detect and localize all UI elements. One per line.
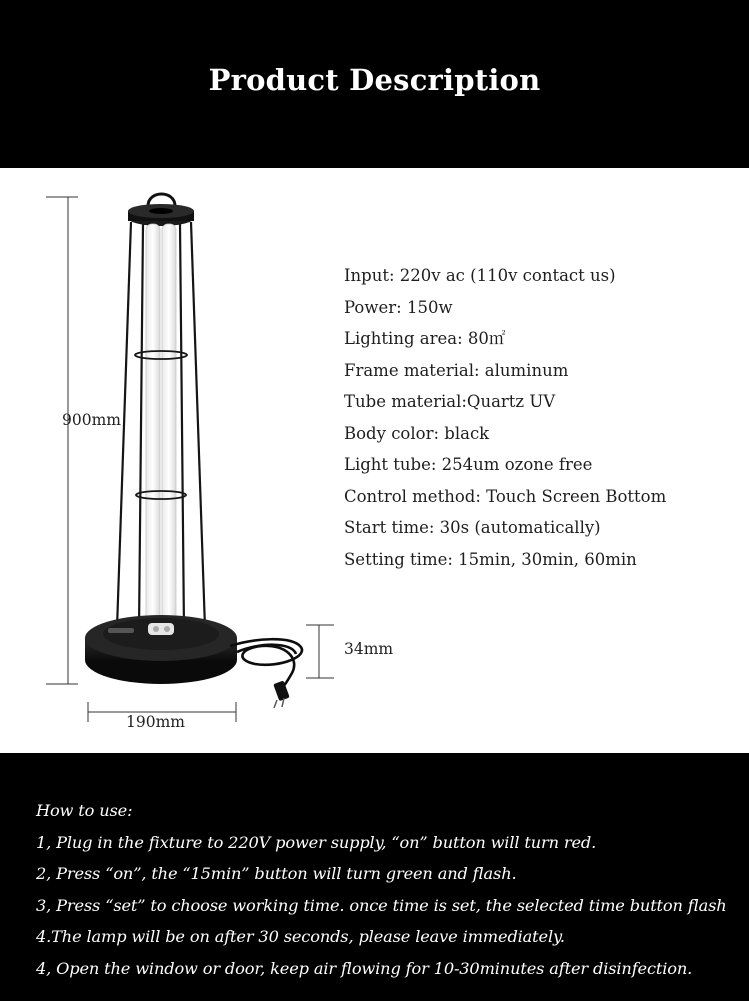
instruction-step: 4.The lamp will be on after 30 seconds, please leave immediately. [36, 927, 565, 946]
instruction-step: 4, Open the window or door, keep air flowing for 10-30minutes after disinfection. [36, 958, 693, 978]
spec-input: Input: 220v ac (110v contact us) [344, 266, 616, 285]
spec-list [344, 260, 666, 575]
instructions-list [36, 795, 727, 984]
instruction-step: 2, Press “on”, the “15min” button will turn green and flash. [36, 864, 517, 883]
spec-control-method: Control method: Touch Screen Bottom [344, 486, 667, 506]
instruction-step: 1, Plug in the fixture to 220V power supply, “on” button will turn red. [36, 832, 597, 852]
base-height-dimension-label: 34mm [344, 640, 394, 658]
spec-start-time: Start time: 30s (automatically) [344, 518, 601, 537]
power-cord-icon [230, 639, 302, 688]
spec-light-tube: Light tube: 254um ozone free [344, 455, 593, 474]
instruction-step: 3, Press “set” to choose working time. once time is set, the selected time button flash [36, 895, 727, 915]
height-dimension-line [46, 197, 78, 684]
height-dimension-label: 900mm [62, 411, 121, 429]
instructions-panel [0, 753, 749, 1001]
base-height-dimension-line [306, 625, 334, 678]
spec-power: Power: 150w [344, 297, 453, 317]
header-band [0, 0, 749, 168]
instructions-heading: How to use: [36, 801, 133, 820]
spec-tube-material: Tube material:Quartz UV [344, 392, 556, 411]
spec-frame-material: Frame material: aluminum [344, 360, 569, 380]
width-dimension-label: 190mm [126, 713, 185, 731]
page-title: Product Description [208, 63, 541, 97]
spec-setting-time: Setting time: 15min, 30min, 60min [344, 549, 637, 569]
product-panel [0, 168, 749, 753]
spec-body-color: Body color: black [344, 423, 490, 443]
spec-lighting-area: Lighting area: 80㎡ [344, 329, 506, 348]
